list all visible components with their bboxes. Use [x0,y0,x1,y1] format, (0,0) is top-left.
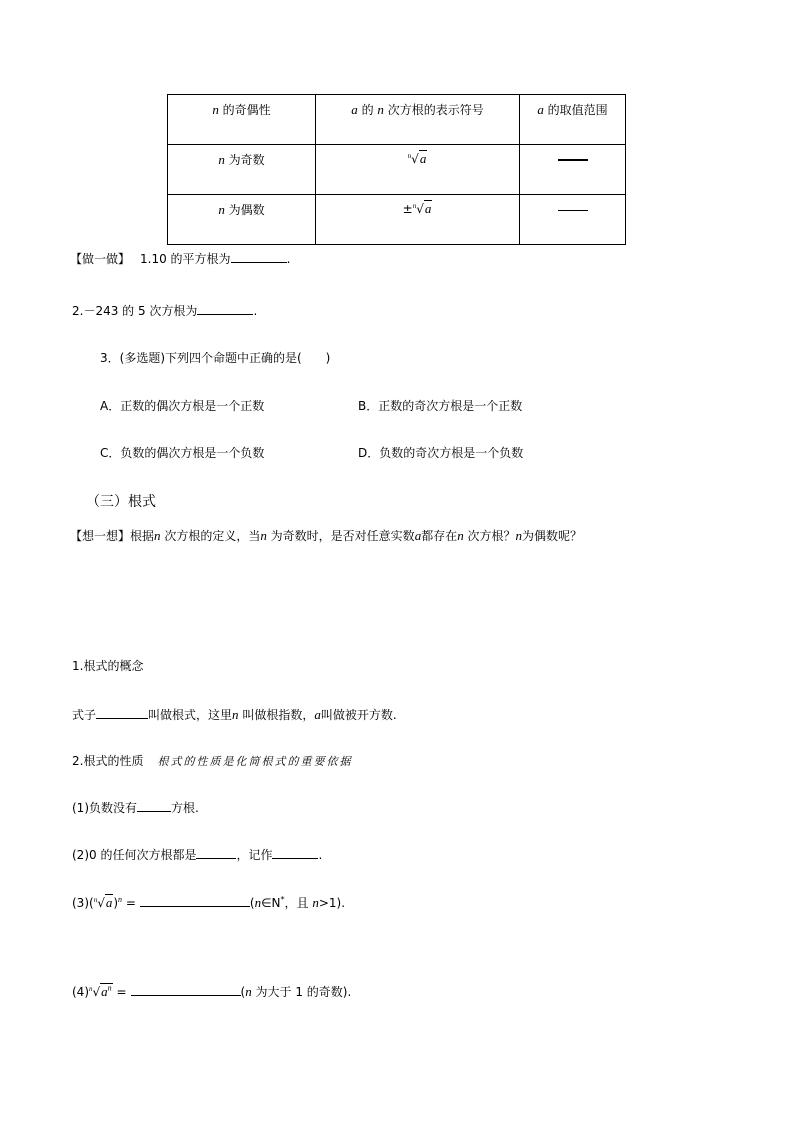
property-2: (2)0 的任何次方根都是 ，记作 . [72,848,323,862]
table-row-even [168,195,626,245]
radical-icon: √ [416,202,424,216]
odd-symbol: $^n$√a [316,145,520,195]
option-d: D．负数的奇次方根是一个负数 [358,446,524,460]
property-1: (1)负数没有 方根. [72,801,199,815]
concept-title: 1.根式的概念 [72,659,144,673]
think-paragraph: 【想一想】根据n 次方根的定义，当n 为奇数时，是否对任意实数a都存在n 次方根？n为偶数呢？ [70,528,583,543]
option-b: B．正数的奇次方根是一个正数 [358,399,523,413]
answer-blank [196,846,236,859]
answer-dash [558,159,588,161]
answer-dash [558,210,588,211]
option-a: A．正数的偶次方根是一个正数 [100,399,265,413]
question-3-stem: 3．(多选题)下列四个命题中正确的是( ) [100,351,331,365]
radical-icon: √ [92,985,101,999]
even-symbol: ±$^n$√a [316,195,520,245]
odd-label: n 为奇数 [168,145,316,195]
answer-blank [272,846,318,859]
section-title: （三）根式 [86,494,156,510]
radical-icon: √ [97,896,105,910]
even-label: n 为偶数 [168,195,316,245]
answer-blank [231,250,287,263]
answer-blank [131,983,241,996]
question-1: 【做一做】 1.10 的平方根为 . [70,252,291,266]
option-c: C．负数的偶次方根是一个负数 [100,446,265,460]
header-symbol: a 的 n 次方根的表示符号 [316,95,520,145]
answer-blank [96,706,148,719]
table-header-row [168,95,626,145]
radical-icon: √ [411,152,419,166]
nth-root-table [167,94,626,245]
answer-blank [197,302,253,315]
header-range: a 的取值范围 [520,95,626,145]
concept-definition: 式子 叫做根式，这里n 叫做根指数，a叫做被开方数. [72,707,397,722]
table-row-odd [168,145,626,195]
property-heading: 2.根式的性质 根式的性质是化简根式的重要依据 [72,754,353,768]
even-range [520,195,626,245]
header-parity: n 的奇偶性 [168,95,316,145]
property-4: $(4)^n√a^n = (n$ 为大于 1 的奇数). [72,983,352,999]
answer-blank [137,799,171,812]
question-2: 2.－243 的 5 次方根为 . [72,304,258,318]
answer-blank [140,894,250,907]
odd-range [520,145,626,195]
property-3: $(3)(^n√a)^n$ = (n∈N*，且 n>1). [72,895,346,910]
